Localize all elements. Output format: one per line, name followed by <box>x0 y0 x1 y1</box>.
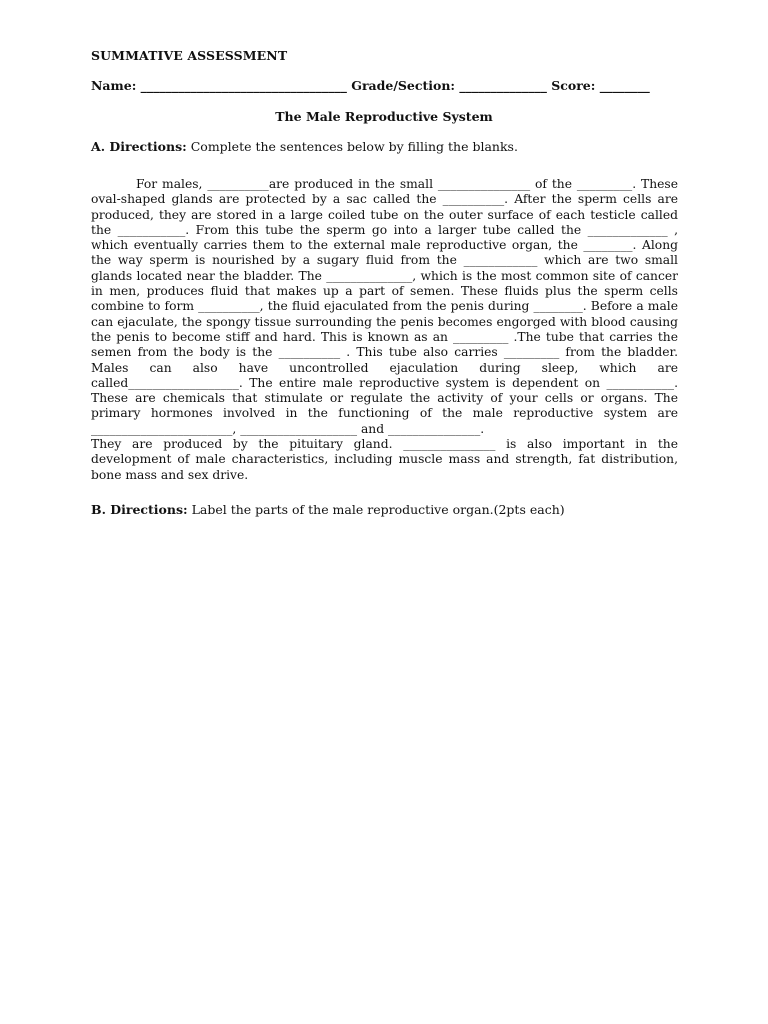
section-a-directions <box>91 139 518 154</box>
section-b-text: Label the parts of the male reproductive organ.(2pts each) <box>187 502 565 517</box>
worksheet-subtitle: The Male Reproductive System <box>275 109 493 124</box>
student-info-row: Name: _________________________________ Grade/Section: ______________ Score: ________ <box>91 78 650 93</box>
passage-paragraph-2: They are produced by the pituitary gland. _______________ is also important in the development of male characteristics, including muscle mass and strength, fat distribution, bone mass and sex drive. <box>91 437 678 482</box>
section-a-label: A. Directions: <box>91 139 187 154</box>
section-a-text: Complete the sentences below by filling the blanks. <box>186 139 518 154</box>
section-b-directions <box>91 502 565 517</box>
fill-in-passage <box>91 177 678 483</box>
passage-paragraph-1: For males, __________are produced in the small _______________ of the _________. These oval-shaped glands are protected by a sac called the __________. After the sperm cells are produced, they are stored in a large coiled tube on the outer surface of each testicle called the ___________. From this tube the sperm go into a larger tube called the _____________ , which eventually carries them to the external male reproductive organ, the ________. Along the way sperm is nourished by a sugary fluid from the ____________ which are two small glands located near the bladder. The ______________, which is the most common site of cancer in men, produces fluid that makes up a part of semen. These fluids plus the sperm cells combine to form __________, the fluid ejaculated from the penis during ________. Before a male can ejaculate, the spongy tissue surrounding the penis becomes engorged with blood causing the penis to become stiff and hard. This is known as an _________ .The tube that carries the semen from the body is the __________ . This tube also carries _________ from the bladder. Males can also have uncontrolled ejaculation during sleep, which are called__________________. The entire male reproductive system is dependent on ___________. These are chemicals that stimulate or regulate the activity of your cells or organs. The primary hormones involved in the functioning of the male reproductive system are _______________________, ___________________ and _______________. <box>91 177 678 436</box>
section-b-label: B. Directions: <box>91 502 188 517</box>
assessment-title: SUMMATIVE ASSESSMENT <box>91 48 288 63</box>
